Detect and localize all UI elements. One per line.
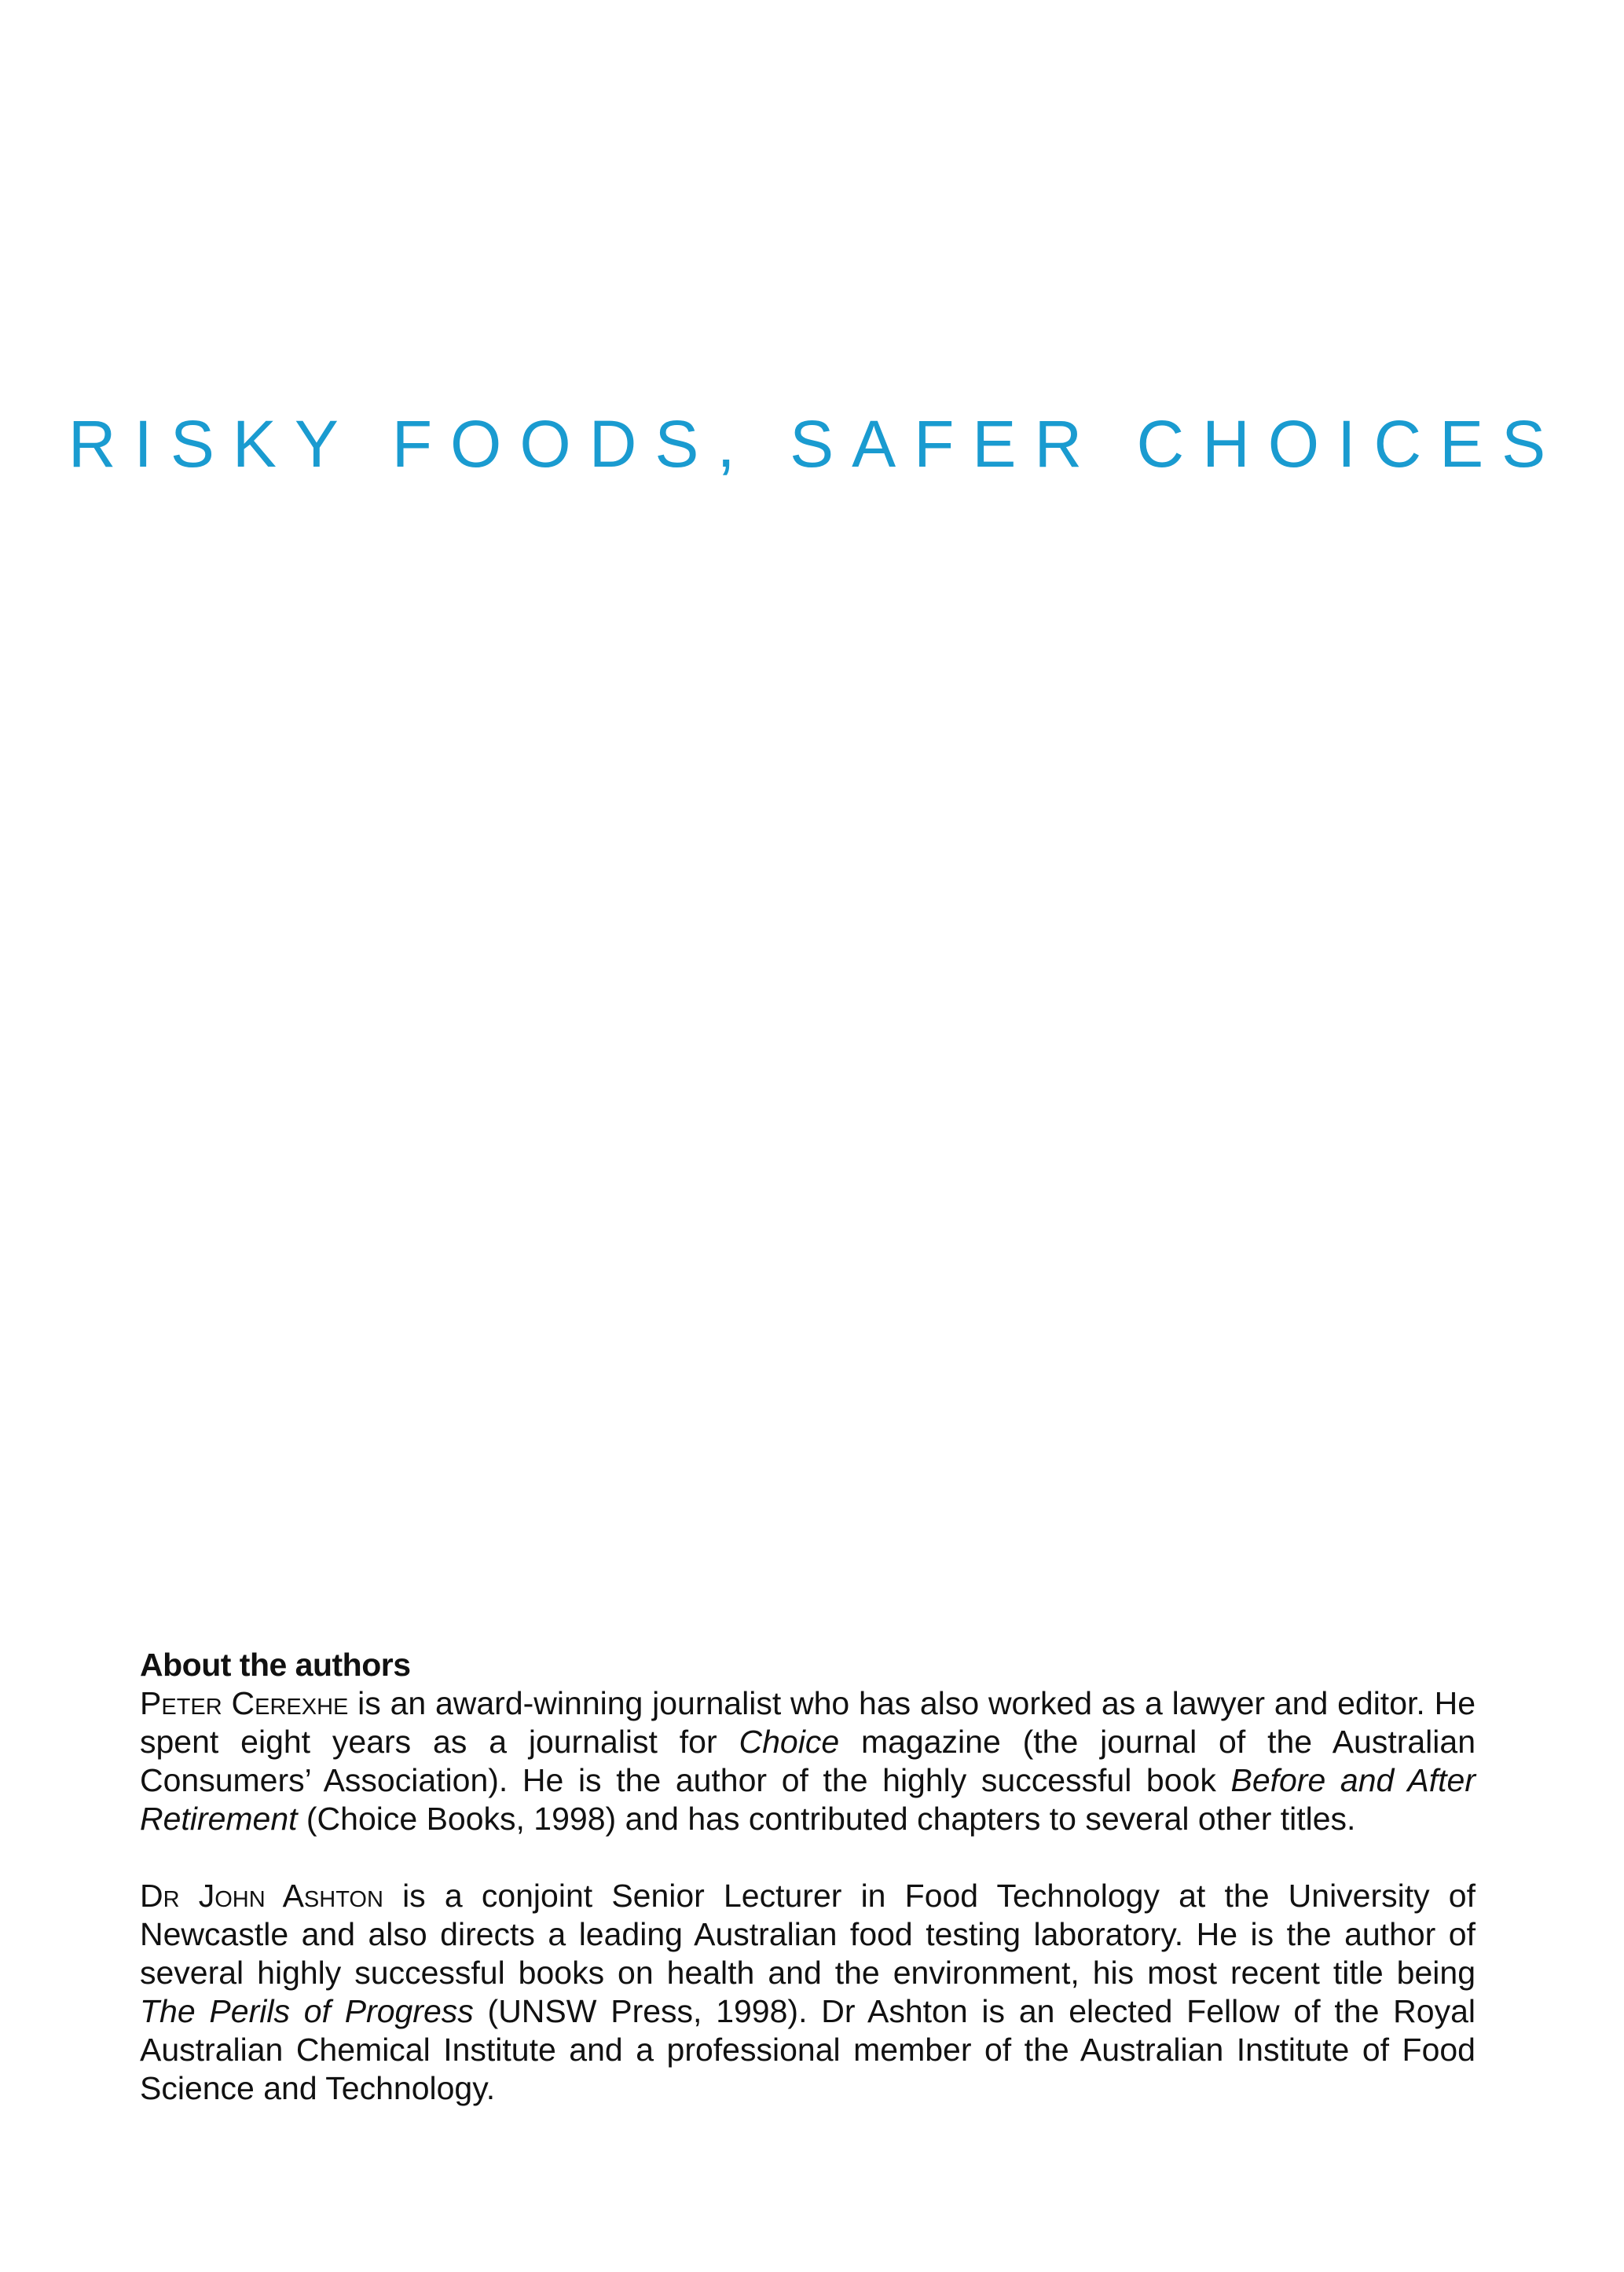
author-name: Peter Cerexhe (140, 1685, 349, 1721)
about-the-authors-section (140, 1646, 1476, 2108)
author-bio-peter-cerexhe (140, 1684, 1476, 1838)
bio-italic-title: The Perils of Progress (140, 1993, 474, 2029)
author-name: Dr John Ashton (140, 1878, 383, 1914)
bio-text: (Choice Books, 1998) and has contributed chapters to several other titles. (297, 1801, 1356, 1837)
bio-text: (UNSW Press, 1998). Dr Ashton is an elected Fellow of the Royal Australian Chemical Institute and a professional member of the Australian Institute of Food Science and Technology. (140, 1993, 1476, 2106)
book-title: RISKY FOODS, SAFER CHOICES (68, 407, 1564, 481)
bio-text: is an award-winning journalist who has also worked as a lawyer and editor. He spent eight years as a journalist for (140, 1685, 1476, 1760)
bio-italic-title: Choice (739, 1724, 840, 1760)
author-bio-john-ashton (140, 1877, 1476, 2108)
bio-italic-title: Before and After Retirement (140, 1762, 1476, 1837)
bio-text: magazine (the journal of the Australian Consumers’ Association). He is the author of the highly successful book (140, 1724, 1476, 1798)
bio-text: is a conjoint Senior Lecturer in Food Technology at the University of Newcastle and also directs a leading Australian food testing laboratory. He is the author of several highly successful books on health and the environment, his most recent title being (140, 1878, 1476, 1991)
about-heading: About the authors (140, 1647, 411, 1683)
